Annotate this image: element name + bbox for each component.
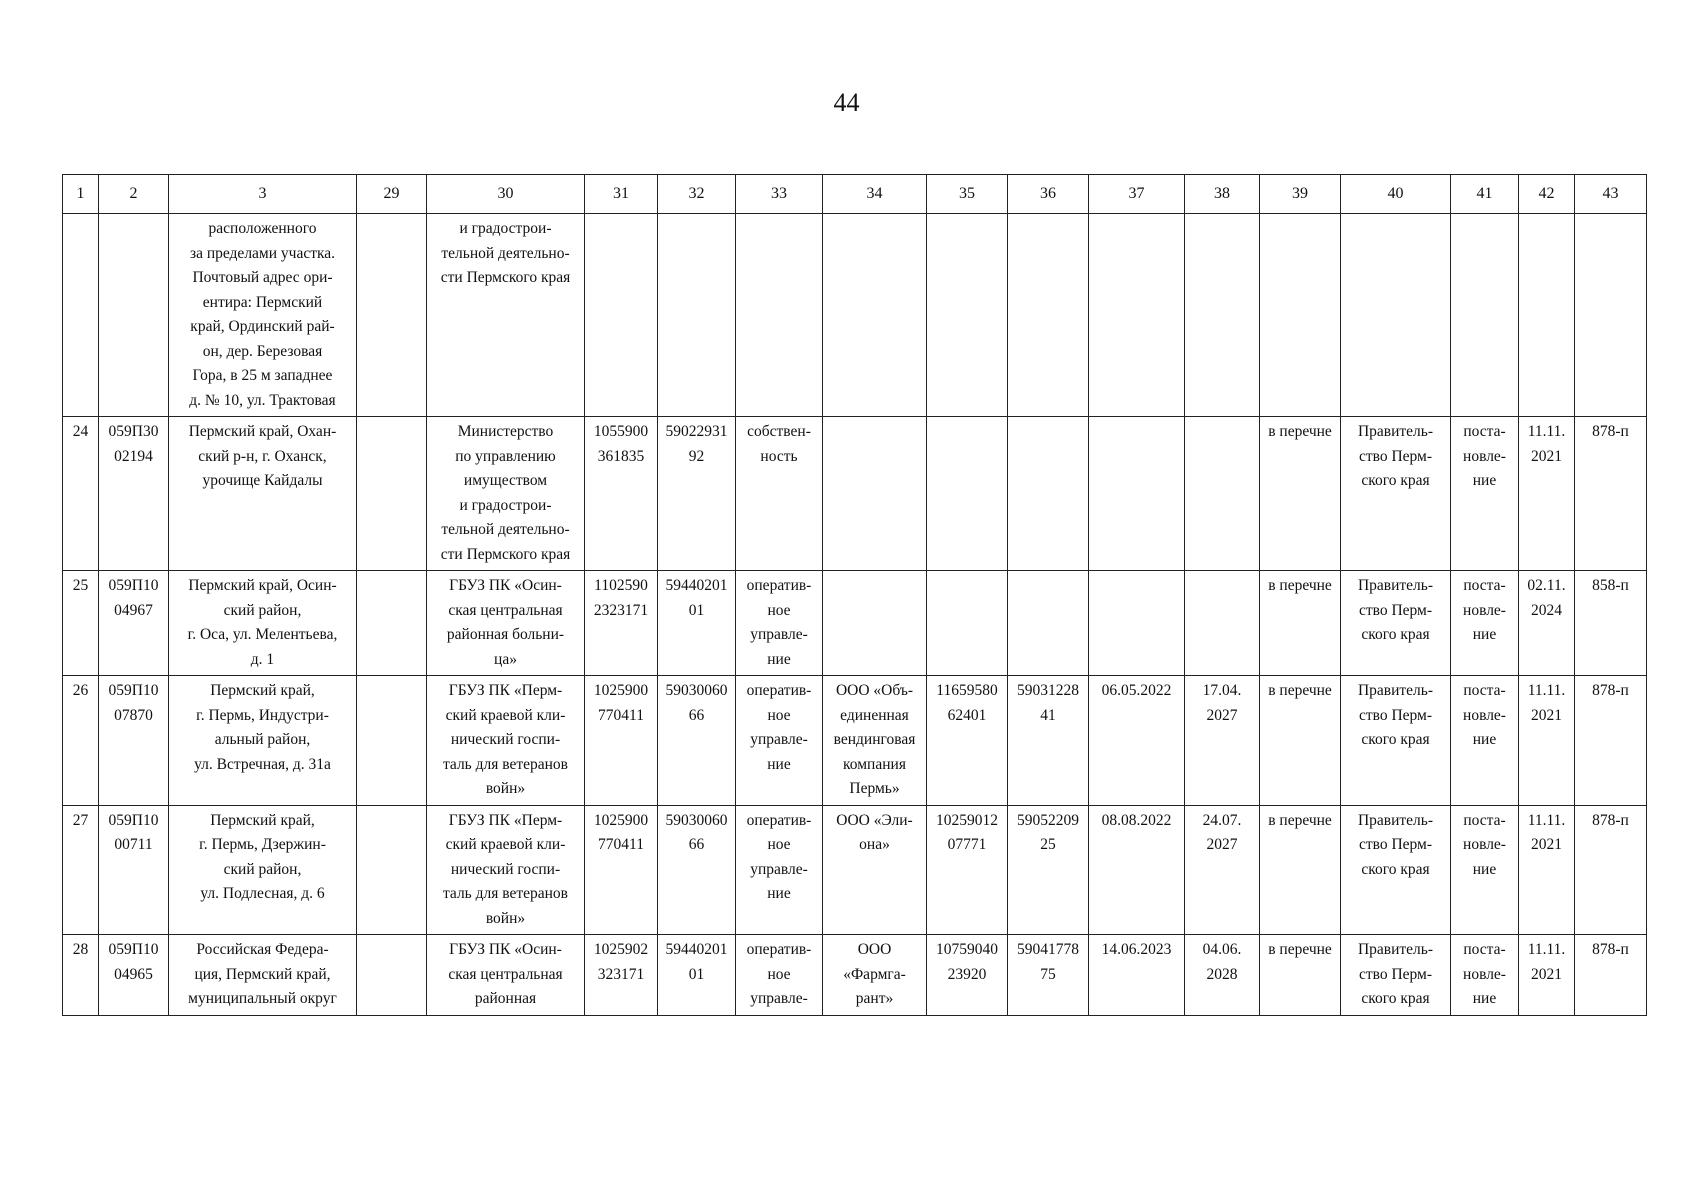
cell-inn: 59440201 01 (658, 935, 736, 1016)
cell-rightholder: и градострои- тельной деятельно- сти Пермского края (427, 214, 585, 417)
cell-act-number: 878-п (1575, 805, 1647, 935)
cell-tenant-inn: 59041778 75 (1008, 935, 1089, 1016)
cell-object-code: 059П10 04965 (99, 935, 169, 1016)
cell-tenant-ogrn (927, 214, 1008, 417)
cell-inn: 59030060 66 (658, 676, 736, 806)
cell-tenant (823, 214, 927, 417)
cell-col-29 (357, 935, 427, 1016)
cell-act-date: 11.11. 2021 (1519, 676, 1575, 806)
cell-tenant-ogrn: 10259012 07771 (927, 805, 1008, 935)
cell-ogrn (585, 214, 658, 417)
cell-address: Пермский край, г. Пермь, Дзержин- ский район, ул. Подлесная, д. 6 (169, 805, 357, 935)
cell-rightholder: ГБУЗ ПК «Перм- ский краевой кли- нический госпи- таль для ветеранов войн» (427, 805, 585, 935)
cell-tenant-inn: 59052209 25 (1008, 805, 1089, 935)
cell-act-number: 878-п (1575, 676, 1647, 806)
cell-act-type: поста- новле- ние (1451, 676, 1519, 806)
cell-tenant (823, 417, 927, 571)
column-header: 32 (658, 175, 736, 214)
cell-address: Пермский край, Осин- ский район, г. Оса, ул. Мелентьева, д. 1 (169, 571, 357, 676)
cell-act-date: 02.11. 2024 (1519, 571, 1575, 676)
cell-act-number: 878-п (1575, 417, 1647, 571)
cell-address: Российская Федера- ция, Пермский край, муниципальный округ (169, 935, 357, 1016)
cell-tenant-ogrn (927, 417, 1008, 571)
column-header: 38 (1185, 175, 1260, 214)
table-row (63, 571, 1647, 676)
column-header: 30 (427, 175, 585, 214)
cell-right-type (736, 214, 823, 417)
column-header: 36 (1008, 175, 1089, 214)
cell-address: расположенного за пределами участка. Почтовый адрес ори- ентира: Пермский край, Ординский рай- он, дер. Березовая Гора, в 25 м западнее д. № 10, ул. Трактовая (169, 214, 357, 417)
cell-inn: 59440201 01 (658, 571, 736, 676)
cell-act-type (1451, 214, 1519, 417)
cell-list-status (1260, 214, 1341, 417)
cell-tenant-ogrn: 10759040 23920 (927, 935, 1008, 1016)
cell-act-number: 858-п (1575, 571, 1647, 676)
cell-authority: Правитель- ство Перм- ского края (1341, 417, 1451, 571)
cell-col-29 (357, 214, 427, 417)
cell-list-status: в перечне (1260, 805, 1341, 935)
cell-act-number (1575, 214, 1647, 417)
cell-object-code: 059П10 04967 (99, 571, 169, 676)
cell-authority: Правитель- ство Перм- ского края (1341, 676, 1451, 806)
cell-rightholder: ГБУЗ ПК «Осин- ская центральная районная (427, 935, 585, 1016)
cell-right-type: оператив- ное управле- ние (736, 571, 823, 676)
table-row (63, 935, 1647, 1016)
cell-row-number: 25 (63, 571, 99, 676)
table-body (63, 214, 1647, 1016)
column-header: 29 (357, 175, 427, 214)
cell-authority: Правитель- ство Перм- ского края (1341, 571, 1451, 676)
column-header: 41 (1451, 175, 1519, 214)
cell-ogrn: 1102590 2323171 (585, 571, 658, 676)
cell-ogrn: 1025900 770411 (585, 805, 658, 935)
cell-row-number: 28 (63, 935, 99, 1016)
cell-contract-end (1185, 571, 1260, 676)
cell-right-type: оператив- ное управле- (736, 935, 823, 1016)
cell-tenant: ООО «Фармга- рант» (823, 935, 927, 1016)
cell-rightholder: ГБУЗ ПК «Осин- ская центральная районная больни- ца» (427, 571, 585, 676)
cell-object-code: 059П10 07870 (99, 676, 169, 806)
cell-inn: 59030060 66 (658, 805, 736, 935)
cell-act-date (1519, 214, 1575, 417)
cell-col-29 (357, 417, 427, 571)
column-header: 39 (1260, 175, 1341, 214)
cell-tenant-inn (1008, 417, 1089, 571)
cell-act-type: поста- новле- ние (1451, 935, 1519, 1016)
cell-col-29 (357, 805, 427, 935)
cell-row-number: 24 (63, 417, 99, 571)
cell-row-number: 26 (63, 676, 99, 806)
cell-list-status: в перечне (1260, 676, 1341, 806)
cell-right-type: оператив- ное управле- ние (736, 676, 823, 806)
cell-tenant-ogrn (927, 571, 1008, 676)
column-header: 2 (99, 175, 169, 214)
cell-authority: Правитель- ство Перм- ского края (1341, 935, 1451, 1016)
cell-contract-end (1185, 417, 1260, 571)
cell-object-code (99, 214, 169, 417)
cell-object-code: 059П30 02194 (99, 417, 169, 571)
column-header: 1 (63, 175, 99, 214)
cell-contract-end: 04.06. 2028 (1185, 935, 1260, 1016)
cell-tenant-inn (1008, 214, 1089, 417)
cell-act-type: поста- новле- ние (1451, 417, 1519, 571)
cell-object-code: 059П10 00711 (99, 805, 169, 935)
column-header: 3 (169, 175, 357, 214)
cell-act-type: поста- новле- ние (1451, 805, 1519, 935)
cell-list-status: в перечне (1260, 417, 1341, 571)
cell-contract-end: 17.04. 2027 (1185, 676, 1260, 806)
table-row (63, 805, 1647, 935)
column-header: 42 (1519, 175, 1575, 214)
cell-col-29 (357, 676, 427, 806)
cell-act-type: поста- новле- ние (1451, 571, 1519, 676)
page-number: 44 (833, 88, 860, 117)
cell-contract-date (1089, 571, 1185, 676)
cell-address: Пермский край, г. Пермь, Индустри- альный район, ул. Встречная, д. 31а (169, 676, 357, 806)
cell-tenant-ogrn: 11659580 62401 (927, 676, 1008, 806)
cell-list-status: в перечне (1260, 935, 1341, 1016)
cell-rightholder: Министерство по управлению имуществом и градострои- тельной деятельно- сти Пермского края (427, 417, 585, 571)
cell-list-status: в перечне (1260, 571, 1341, 676)
cell-contract-date: 06.05.2022 (1089, 676, 1185, 806)
cell-contract-end (1185, 214, 1260, 417)
cell-act-date: 11.11. 2021 (1519, 935, 1575, 1016)
cell-rightholder: ГБУЗ ПК «Перм- ский краевой кли- нический госпи- таль для ветеранов войн» (427, 676, 585, 806)
column-header: 43 (1575, 175, 1647, 214)
column-header: 35 (927, 175, 1008, 214)
table-row (63, 676, 1647, 806)
cell-row-number: 27 (63, 805, 99, 935)
cell-act-number: 878-п (1575, 935, 1647, 1016)
cell-contract-date (1089, 214, 1185, 417)
cell-tenant: ООО «Эли- она» (823, 805, 927, 935)
cell-contract-date: 14.06.2023 (1089, 935, 1185, 1016)
cell-contract-end: 24.07. 2027 (1185, 805, 1260, 935)
cell-ogrn: 1025900 770411 (585, 676, 658, 806)
cell-tenant-inn (1008, 571, 1089, 676)
cell-tenant (823, 571, 927, 676)
registry-table (62, 174, 1647, 1016)
cell-inn (658, 214, 736, 417)
table-row (63, 417, 1647, 571)
cell-right-type: оператив- ное управле- ние (736, 805, 823, 935)
cell-contract-date: 08.08.2022 (1089, 805, 1185, 935)
column-header: 31 (585, 175, 658, 214)
column-header: 34 (823, 175, 927, 214)
cell-tenant-inn: 59031228 41 (1008, 676, 1089, 806)
header-row (63, 175, 1647, 214)
cell-act-date: 11.11. 2021 (1519, 417, 1575, 571)
cell-tenant: ООО «Объ- единенная вендинговая компания Пермь» (823, 676, 927, 806)
cell-authority (1341, 214, 1451, 417)
column-header: 33 (736, 175, 823, 214)
cell-ogrn: 1025902 323171 (585, 935, 658, 1016)
cell-address: Пермский край, Охан- ский р-н, г. Оханск, урочище Кайдалы (169, 417, 357, 571)
cell-ogrn: 1055900 361835 (585, 417, 658, 571)
cell-right-type: собствен- ность (736, 417, 823, 571)
cell-contract-date (1089, 417, 1185, 571)
cell-act-date: 11.11. 2021 (1519, 805, 1575, 935)
cell-col-29 (357, 571, 427, 676)
column-header: 40 (1341, 175, 1451, 214)
cell-inn: 59022931 92 (658, 417, 736, 571)
cell-row-number (63, 214, 99, 417)
table-row (63, 214, 1647, 417)
column-header: 37 (1089, 175, 1185, 214)
cell-authority: Правитель- ство Перм- ского края (1341, 805, 1451, 935)
